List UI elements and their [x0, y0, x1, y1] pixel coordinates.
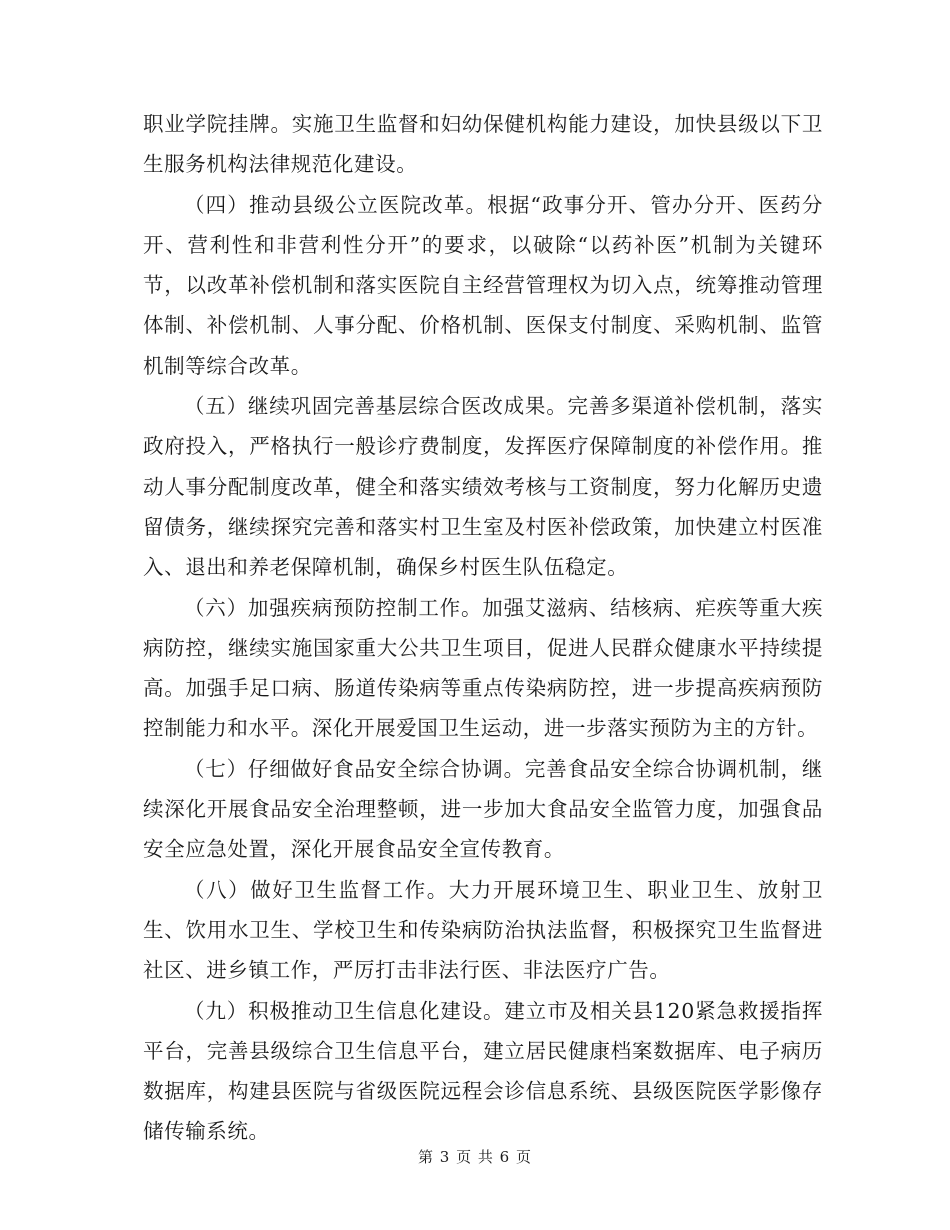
paragraph-section-9: （九）积极推动卫生信息化建设。建立市及相关县120紧急救援指挥平台，完善县级综合卫生信息平台，建立居民健康档案数据库、电子病历数据库，构建县医院与省级医院远程会诊信息系统、县级医院医学影像存储传输系统。: [143, 998, 823, 1144]
paragraph-section-7: （七）仔细做好食品安全综合协调。完善食品安全综合协调机制，继续深化开展食品安全治理整顿，进一步加大食品安全监管力度，加强食品安全应急处置，深化开展食品安全宣传教育。: [143, 756, 823, 862]
paragraph-section-4: （四）推动县级公立医院改革。根据“政事分开、管办分开、医药分开、营利性和非营利性分开”的要求，以破除“以药补医”机制为关键环节，以改革补偿机制和落实医院自主经营管理权为切入点，统筹推动管理体制、补偿机制、人事分配、价格机制、医保支付制度、采购机制、监管机制等综合改革。: [143, 192, 823, 378]
paragraph-section-8: （八）做好卫生监督工作。大力开展环境卫生、职业卫生、放射卫生、饮用水卫生、学校卫生和传染病防治执法监督，积极探究卫生监督进社区、进乡镇工作，严厉打击非法行医、非法医疗广告。: [143, 877, 823, 983]
paragraph-continuation: 职业学院挂牌。实施卫生监督和妇幼保健机构能力建设，加快县级以下卫生服务机构法律规范化建设。: [143, 112, 823, 177]
paragraph-section-6: （六）加强疾病预防控制工作。加强艾滋病、结核病、疟疾等重大疾病防控，继续实施国家重大公共卫生项目，促进人民群众健康水平持续提高。加强手足口病、肠道传染病等重点传染病防控，进一步提高疾病预防控制能力和水平。深化开展爱国卫生运动，进一步落实预防为主的方针。: [143, 595, 823, 741]
page-number-footer: 第 3 页 共 6 页: [418, 1148, 532, 1166]
paragraph-section-5: （五）继续巩固完善基层综合医改成果。完善多渠道补偿机制，落实政府投入，严格执行一般诊疗费制度，发挥医疗保障制度的补偿作用。推动人事分配制度改革，健全和落实绩效考核与工资制度，努力化解历史遗留债务，继续探究完善和落实村卫生室及村医补偿政策，加快建立村医准入、退出和养老保障机制，确保乡村医生队伍稳定。: [143, 394, 823, 580]
document-body: [143, 104, 823, 1152]
